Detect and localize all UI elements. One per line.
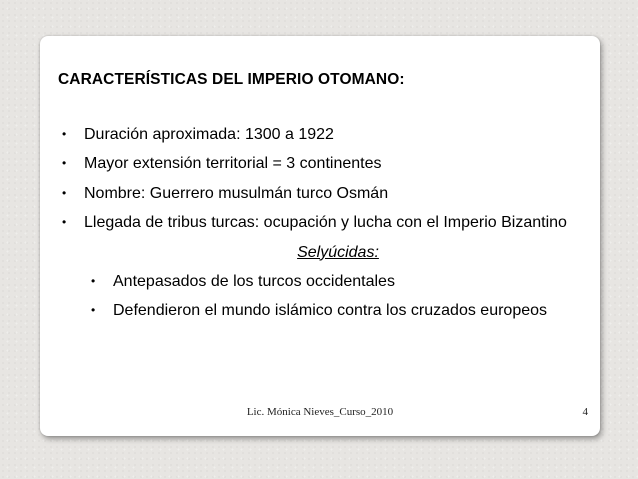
list-item (62, 208, 592, 237)
list-item (62, 149, 592, 178)
bullet-text: Duración aproximada: 1300 a 1922 (84, 126, 334, 143)
bullet-icon: • (62, 185, 67, 200)
bullet-text: Mayor extensión territorial = 3 continentes (84, 155, 382, 173)
subheading: Selyúcidas: (297, 243, 379, 261)
bullet-icon: • (91, 303, 96, 318)
sub-bullet-text: Antepasados de los turcos occidentales (113, 273, 395, 291)
bullet-icon: • (91, 274, 96, 289)
bullet-icon: • (62, 156, 67, 171)
sub-bullet-text: Defendieron el mundo islámico contra los cruzados europeos (113, 302, 548, 320)
slide-content (62, 120, 592, 326)
list-item (91, 267, 592, 296)
bullet-icon: • (62, 215, 67, 230)
list-item (62, 179, 592, 208)
list-item (62, 120, 592, 149)
bullet-text: Nombre: Guerrero musulmán turco Osmán (84, 184, 389, 202)
slide-title: CARACTERÍSTICAS DEL IMPERIO OTOMANO: (58, 71, 405, 88)
bullet-icon: • (62, 127, 67, 141)
slide (40, 36, 600, 436)
bullet-text: Llegada de tribus turcas: ocupación y lucha con el Imperio Bizantino (84, 214, 567, 232)
list-item (91, 296, 592, 325)
sub-bullet-list (62, 267, 592, 326)
page-number: 4 (582, 406, 588, 418)
slide-footer: Lic. Mónica Nieves_Curso_2010 (246, 406, 394, 418)
bullet-list (62, 120, 592, 238)
